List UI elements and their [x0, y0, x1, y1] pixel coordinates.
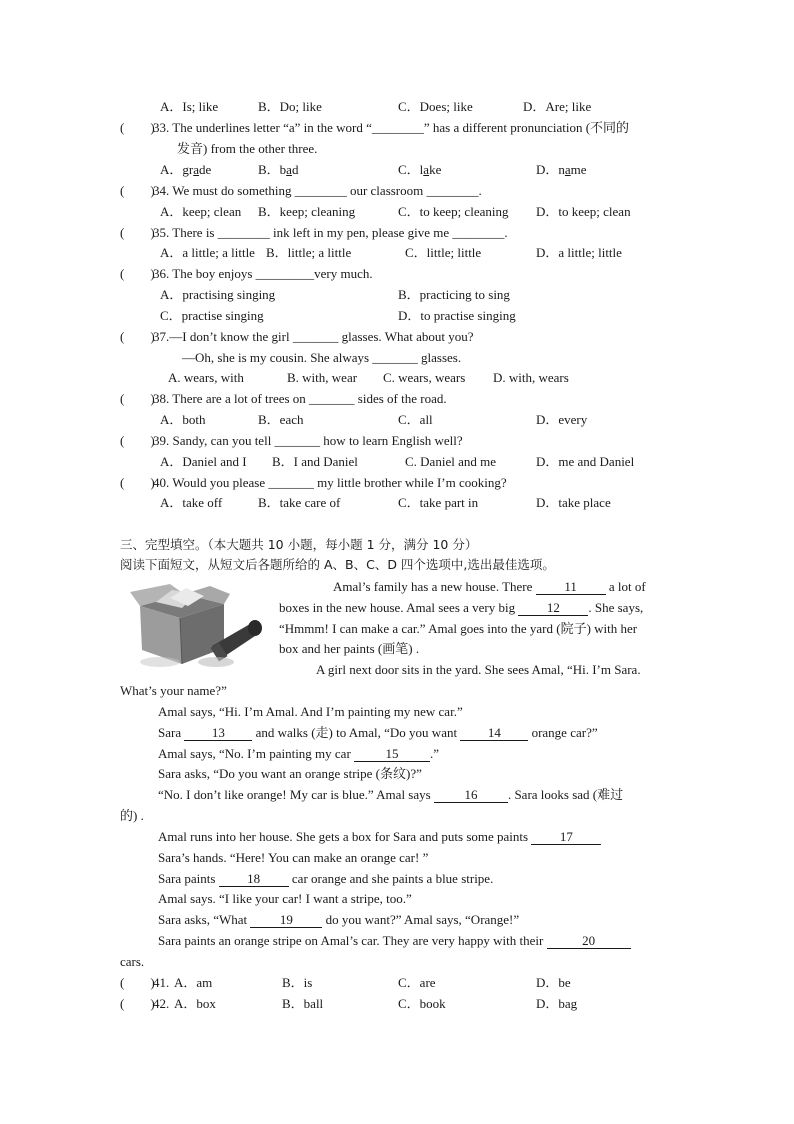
q35-option-d: D．a little; little [536, 245, 622, 260]
q41-option-c: C．are [398, 975, 436, 990]
q36-answer-bracket[interactable]: ( ) [120, 266, 155, 281]
q35-stem: 35. There is ________ ink left in my pen, please give me ________. [153, 225, 508, 240]
q38-option-a: A．both [160, 412, 206, 427]
q38-answer-bracket[interactable]: ( ) [120, 391, 155, 406]
q33-option-c: C．lake [398, 162, 442, 177]
section-3-title: 三、完型填空。（本大题共 10 小题，每小题 1 分，满分 10 分） [120, 537, 478, 552]
q39-option-d: D．me and Daniel [536, 454, 635, 469]
passage-line: 的) . [120, 808, 144, 823]
blank-19[interactable]: 19 [250, 913, 322, 928]
q39-stem: 39. Sandy, can you tell _______ how to learn English well? [153, 433, 463, 448]
q35-option-b: B．little; a little [266, 245, 352, 260]
q41-option-a: A．am [174, 975, 213, 990]
q42-option-d: D．bag [536, 996, 578, 1011]
q36-option-d: D．to practise singing [398, 308, 516, 323]
q35-option-a: A．a little; a little [160, 245, 255, 260]
q42-option-c: C．book [398, 996, 446, 1011]
q39-option-c: C. Daniel and me [405, 454, 496, 469]
blank-20[interactable]: 20 [547, 934, 631, 949]
blank-17[interactable]: 17 [531, 830, 601, 845]
q37-option-d: D. with, wears [493, 370, 569, 385]
passage-line: What’s your name?” [120, 683, 227, 698]
blank-12[interactable]: 12 [518, 601, 588, 616]
q40-option-a: A．take off [160, 495, 223, 510]
passage-line: boxes in the new house. Amal sees a very big 12 . She says, [279, 600, 644, 615]
q37-option-b: B. with, wear [287, 370, 358, 385]
q41-number: 41. [153, 975, 170, 990]
q37-stem-reply: —Oh, she is my cousin. She always _______ glasses. [182, 350, 462, 365]
q33-option-b: B．bad [258, 162, 299, 177]
q40-answer-bracket[interactable]: ( ) [120, 475, 155, 490]
blank-13[interactable]: 13 [184, 726, 252, 741]
q40-option-b: B．take care of [258, 495, 341, 510]
q39-option-a: A．Daniel and I [160, 454, 247, 469]
blank-14[interactable]: 14 [460, 726, 528, 741]
passage-line: Sara’s hands. “Here! You can make an orange car! ” [158, 850, 429, 865]
passage-line: A girl next door sits in the yard. She sees Amal, “Hi. I’m Sara. [316, 662, 641, 677]
q35-option-c: C．little; little [405, 245, 482, 260]
q38-option-c: C．all [398, 412, 433, 427]
q40-stem: 40. Would you please _______ my little brother while I’m cooking? [153, 475, 507, 490]
q37-option-a: A. wears, with [168, 370, 244, 385]
q38-option-d: D．every [536, 412, 588, 427]
q36-option-b: B．practicing to sing [398, 287, 510, 302]
passage-line: Amal’s family has a new house. There 11 a lot of [333, 579, 646, 594]
passage-line: Sara 13 and walks (走) to Amal, “Do you want 14 orange car?” [158, 725, 598, 740]
q35-answer-bracket[interactable]: ( ) [120, 225, 155, 240]
passage-line: Sara paints 18 car orange and she paints a blue stripe. [158, 871, 494, 886]
q33-stem-continued: 发音) from the other three. [177, 141, 318, 156]
q40-option-c: C．take part in [398, 495, 479, 510]
passage-line: box and her paints (画笔) . [279, 641, 420, 656]
passage-line: Sara asks, “What 19 do you want?” Amal says, “Orange!” [158, 912, 520, 927]
q37-answer-bracket[interactable]: ( ) [120, 329, 155, 344]
q34-option-c: C．to keep; cleaning [398, 204, 509, 219]
q40-option-d: D．take place [536, 495, 611, 510]
q32-option-b: B．Do; like [258, 99, 322, 114]
q41-answer-bracket[interactable]: ( ) [120, 975, 155, 990]
passage-line: Amal says, “Hi. I’m Amal. And I’m painting my new car.” [158, 704, 463, 719]
q38-stem: 38. There are a lot of trees on _______ sides of the road. [153, 391, 447, 406]
q34-answer-bracket[interactable]: ( ) [120, 183, 155, 198]
passage-line: “Hmmm! I can make a car.” Amal goes into the yard (院子) with her [279, 621, 638, 636]
passage-line: cars. [120, 954, 145, 969]
q34-stem: 34. We must do something ________ our classroom ________. [153, 183, 482, 198]
q34-option-a: A．keep; clean [160, 204, 242, 219]
q37-option-c: C. wears, wears [383, 370, 466, 385]
blank-18[interactable]: 18 [219, 872, 289, 887]
passage-line: Amal says. “I like your car! I want a stripe, too.” [158, 891, 412, 906]
q36-option-c: C．practise singing [160, 308, 264, 323]
q33-answer-bracket[interactable]: ( ) [120, 120, 155, 135]
q39-option-b: B．I and Daniel [272, 454, 358, 469]
passage-line: Amal runs into her house. She gets a box for Sara and puts some paints 17 [158, 829, 601, 845]
q39-answer-bracket[interactable]: ( ) [120, 433, 155, 448]
q32-option-c: C．Does; like [398, 99, 473, 114]
passage-line: Amal says, “No. I’m painting my car 15 .” [158, 746, 440, 761]
q42-option-a: A．box [174, 996, 216, 1011]
q36-stem: 36. The boy enjoys _________very much. [153, 266, 373, 281]
q34-option-d: D．to keep; clean [536, 204, 631, 219]
q33-option-d: D．name [536, 162, 587, 177]
blank-11[interactable]: 11 [536, 580, 606, 595]
section-3-instruction: 阅读下面短文，从短文后各题所给的 A、B、C、D 四个选项中,选出最佳选项。 [120, 557, 555, 572]
q32-option-d: D．Are; like [523, 99, 592, 114]
passage-line: Sara paints an orange stripe on Amal’s car. They are very happy with their 20 [158, 933, 631, 949]
q42-number: 42. [153, 996, 170, 1011]
q32-option-a: A．Is; like [160, 99, 219, 114]
q36-option-a: A．practising singing [160, 287, 276, 302]
passage-line: “No. I don’t like orange! My car is blue.” Amal says 16 . Sara looks sad (难过 [158, 787, 624, 802]
q34-option-b: B．keep; cleaning [258, 204, 356, 219]
blank-15[interactable]: 15 [354, 747, 430, 762]
q41-option-d: D．be [536, 975, 571, 990]
q41-option-b: B．is [282, 975, 313, 990]
q42-answer-bracket[interactable]: ( ) [120, 996, 155, 1011]
q33-stem: 33. The underlines letter “a” in the word “________” has a different pronunciation (不同的 [153, 120, 630, 135]
q38-option-b: B．each [258, 412, 304, 427]
box-and-paints-picture [126, 584, 276, 672]
passage-line: Sara asks, “Do you want an orange stripe (条纹)?” [158, 766, 422, 781]
blank-16[interactable]: 16 [434, 788, 508, 803]
q37-stem: 37.—I don’t know the girl _______ glasses. What about you? [153, 329, 474, 344]
q42-option-b: B．ball [282, 996, 324, 1011]
q33-option-a: A．grade [160, 162, 212, 177]
